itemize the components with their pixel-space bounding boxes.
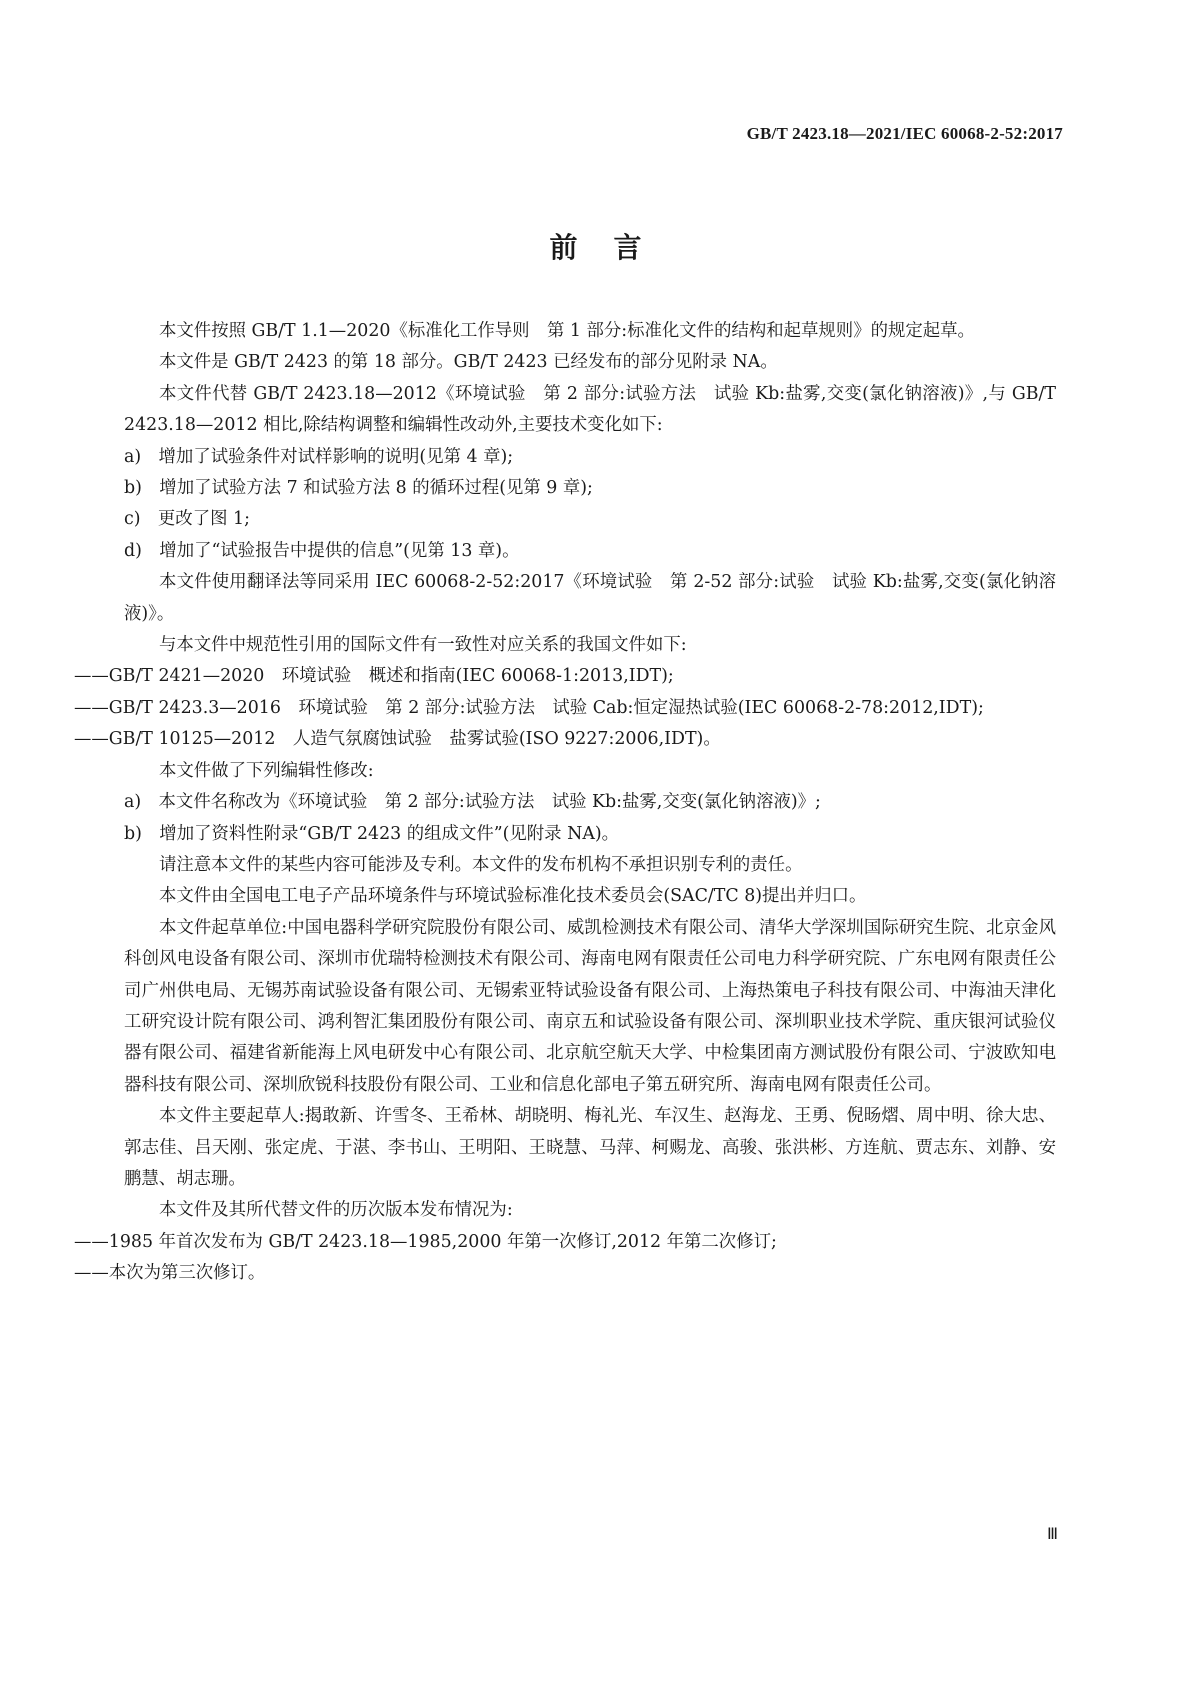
paragraph-drafters: 本文件主要起草人:揭敢新、许雪冬、王希林、胡晓明、梅礼光、车汉生、赵海龙、王勇、倪旸熠、周中明、徐大忠、郭志佳、吕天刚、张定虎、于湛、李书山、王明阳、王晓慧、马萍、柯赐龙、高骏、张洪彬、方连航、贾志东、刘静、安鹏慧、胡志珊。	[124, 1106, 1056, 1189]
paragraph-proposed-by: 本文件由全国电工电子产品环境条件与环境试验标准化技术委员会(SAC/TC 8)提出并归口。	[159, 886, 867, 907]
dash-item-history-first: ——1985 年首次发布为 GB/T 2423.18—1985,2000 年第一次修订,2012 年第二次修订;	[74, 1231, 777, 1252]
paragraph-drafting-rules: 本文件按照 GB/T 1.1—2020《标准化工作导则 第 1 部分:标准化文件的结构和起草规则》的规定起草。	[159, 321, 975, 341]
paragraph-replaces: 本文件代替 GB/T 2423.18—2012《环境试验 第 2 部分:试验方法 试验 Kb:盐雾,交变(氯化钠溶液)》,与 GB/T 2423.18—2012 相比,除结构调整和编辑性改动外,主要技术变化如下:	[124, 383, 1056, 436]
page-title: 前言	[549, 231, 678, 264]
list-item-editorial-a: a) 本文件名称改为《环境试验 第 2 部分:试验方法 试验 Kb:盐雾,交变(氯化钠溶液)》;	[124, 792, 821, 813]
paragraph-editorial-changes: 本文件做了下列编辑性修改:	[159, 760, 374, 781]
standard-number-header: GB/T 2423.18—2021/IEC 60068-2-52:2017	[746, 124, 1063, 143]
dash-item-gbt-2421: ——GB/T 2421—2020 环境试验 概述和指南(IEC 60068-1:2013,IDT);	[74, 666, 674, 687]
paragraph-version-history: 本文件及其所代替文件的历次版本发布情况为:	[159, 1200, 513, 1221]
list-item-change-c: c) 更改了图 1;	[124, 509, 250, 530]
page-number: Ⅲ	[1046, 1526, 1057, 1543]
paragraph-translation-method: 本文件使用翻译法等同采用 IEC 60068-2-52:2017《环境试验 第 2-52 部分:试验 试验 Kb:盐雾,交变(氯化钠溶液)》。	[124, 572, 1056, 624]
dash-item-gbt-2423-3: ——GB/T 2423.3—2016 环境试验 第 2 部分:试验方法 试验 Cab:恒定湿热试验(IEC 60068-2-78:2012,IDT);	[74, 697, 984, 718]
list-item-change-a: a) 增加了试验条件对试样影响的说明(见第 4 章);	[124, 446, 514, 467]
paragraph-part-of-series: 本文件是 GB/T 2423 的第 18 部分。GB/T 2423 已经发布的部分见附录 NA。	[159, 352, 778, 373]
paragraph-drafting-units: 本文件起草单位:中国电器科学研究院股份有限公司、威凯检测技术有限公司、清华大学深圳国际研究生院、北京金风科创风电设备有限公司、深圳市优瑞特检测技术有限公司、海南电网有限责任公司电力科学研究院、广东电网有限责任公司广州供电局、无锡苏南试验设备有限公司、无锡索亚特试验设备有限公司、上海热策电子科技有限公司、中海油天津化工研究设计院有限公司、鸿利智汇集团股份有限公司、南京五和试验设备有限公司、深圳职业技术学院、重庆银河试验仪器有限公司、福建省新能海上风电研发中心有限公司、北京航空航天大学、中检集团南方测试股份有限公司、宁波欧知电器科技有限公司、深圳欣锐科技股份有限公司、工业和信息化部电子第五研究所、海南电网有限责任公司。	[124, 917, 1056, 1095]
foreword-body	[74, 316, 1056, 1290]
list-item-change-d: d) 增加了“试验报告中提供的信息”(见第 13 章)。	[124, 540, 520, 561]
dash-item-history-current: ——本次为第三次修订。	[74, 1263, 266, 1284]
list-item-change-b: b) 增加了试验方法 7 和试验方法 8 的循环过程(见第 9 章);	[124, 478, 593, 499]
list-item-editorial-b: b) 增加了资料性附录“GB/T 2423 的组成文件”(见附录 NA)。	[124, 823, 620, 844]
paragraph-corresponding-documents: 与本文件中规范性引用的国际文件有一致性对应关系的我国文件如下:	[159, 635, 687, 656]
dash-item-gbt-10125: ——GB/T 10125—2012 人造气氛腐蚀试验 盐雾试验(ISO 9227:2006,IDT)。	[74, 729, 721, 750]
paragraph-patent-notice: 请注意本文件的某些内容可能涉及专利。本文件的发布机构不承担识别专利的责任。	[159, 854, 803, 875]
